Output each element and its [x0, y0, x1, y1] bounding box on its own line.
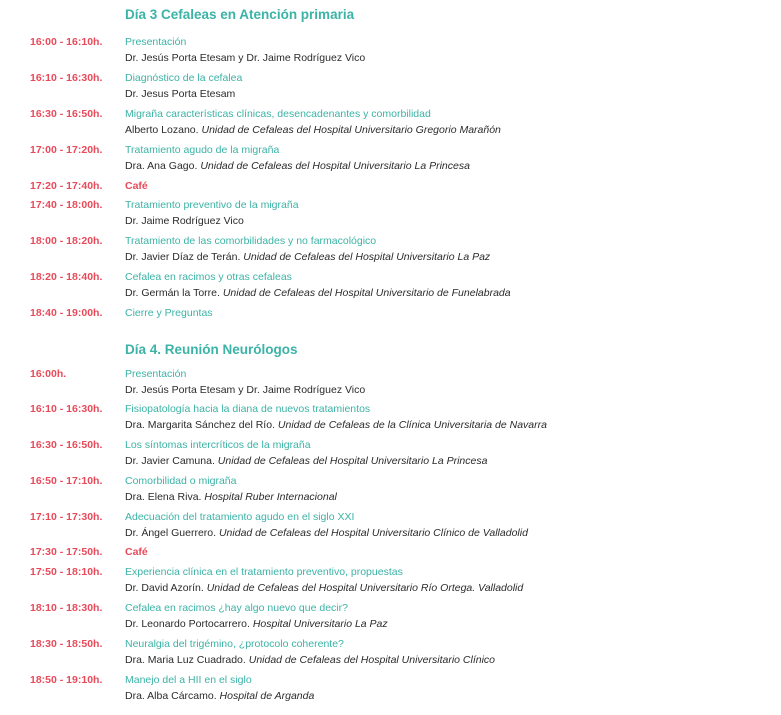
- session-time: 16:10 - 16:30h.: [30, 403, 103, 415]
- session-time: 18:00 - 18:20h.: [30, 235, 103, 247]
- session-speaker: Dr. Jesus Porta Etesam: [125, 88, 236, 100]
- session-title: Manejo del a HII en el siglo: [125, 674, 252, 686]
- break-title: Café: [125, 546, 148, 558]
- session-time: 17:30 - 17:50h.: [30, 546, 103, 558]
- session-time: 16:50 - 17:10h.: [30, 475, 103, 487]
- session-time: 18:30 - 18:50h.: [30, 638, 103, 650]
- session-title: Adecuación del tratamiento agudo en el siglo XXI: [125, 511, 355, 523]
- session-title: Neuralgia del trigémino, ¿protocolo coherente?: [125, 638, 344, 650]
- session-time: 17:50 - 18:10h.: [30, 566, 103, 578]
- session-institution: Unidad de Cefaleas del Hospital Universitario Río Ortega. Valladolid: [206, 582, 524, 594]
- session-institution: Unidad de Cefaleas de la Clínica Universitaria de Navarra: [277, 419, 547, 431]
- session-time: 16:00 - 16:10h.: [30, 36, 103, 48]
- session-speaker: Dr. Jesús Porta Etesam y Dr. Jaime Rodríguez Vico: [125, 52, 366, 64]
- session-title: Presentación: [125, 36, 187, 48]
- session-institution: Hospital de Arganda: [219, 690, 315, 702]
- session-time: 18:20 - 18:40h.: [30, 271, 103, 283]
- day4-title: Día 4. Reunión Neurólogos: [125, 342, 298, 357]
- session-title: Comorbilidad o migraña: [125, 475, 237, 487]
- day3-title: Día 3 Cefaleas en Atención primaria: [125, 7, 355, 22]
- session-institution: Unidad de Cefaleas del Hospital Universitario La Princesa: [217, 455, 488, 467]
- session-speaker: Dra. Margarita Sánchez del Río. Unidad de Cefaleas de la Clínica Universitaria de Navarra: [125, 419, 547, 431]
- session-time: 16:00h.: [30, 368, 67, 380]
- session-time: 16:30 - 16:50h.: [30, 439, 103, 451]
- session-title: Migraña características clínicas, desencadenantes y comorbilidad: [125, 108, 431, 120]
- session-time: 17:20 - 17:40h.: [30, 180, 103, 192]
- session-time: 16:30 - 16:50h.: [30, 108, 103, 120]
- session-time: 17:10 - 17:30h.: [30, 511, 103, 523]
- session-speaker: Dr. Ángel Guerrero. Unidad de Cefaleas del Hospital Universitario Clínico de Valladolid: [125, 527, 528, 539]
- session-institution: Hospital Ruber Internacional: [204, 491, 337, 503]
- session-speaker: Dra. Elena Riva. Hospital Ruber Internacional: [125, 491, 337, 503]
- session-title: Diagnóstico de la cefalea: [125, 72, 243, 84]
- session-title: Los síntomas intercríticos de la migraña: [125, 439, 311, 451]
- session-institution: Unidad de Cefaleas del Hospital Universitario de Funelabrada: [222, 287, 511, 299]
- session-institution: Unidad de Cefaleas del Hospital Universitario Clínico de Valladolid: [218, 527, 528, 539]
- session-title: Presentación: [125, 368, 187, 380]
- session-speaker: Dra. Maria Luz Cuadrado. Unidad de Cefaleas del Hospital Universitario Clínico: [125, 654, 496, 666]
- session-institution: Hospital Universitario La Paz: [252, 618, 388, 630]
- session-title: Tratamiento preventivo de la migraña: [125, 199, 299, 211]
- session-time: 16:10 - 16:30h.: [30, 72, 103, 84]
- session-time: 17:00 - 17:20h.: [30, 144, 103, 156]
- session-speaker: Dr. David Azorín. Unidad de Cefaleas del Hospital Universitario Río Ortega. Valladolid: [125, 582, 524, 594]
- session-time: 18:50 - 19:10h.: [30, 674, 103, 686]
- session-speaker: Dr. Javier Camuna. Unidad de Cefaleas del Hospital Universitario La Princesa: [125, 455, 488, 467]
- session-speaker: Alberto Lozano. Unidad de Cefaleas del Hospital Universitario Gregorio Marañón: [125, 124, 501, 136]
- session-title: Tratamiento agudo de la migraña: [125, 144, 280, 156]
- session-title: Cefalea en racimos y otras cefaleas: [125, 271, 292, 283]
- session-institution: Unidad de Cefaleas del Hospital Universitario La Paz: [243, 251, 491, 263]
- session-speaker: Dr. Germán la Torre. Unidad de Cefaleas del Hospital Universitario de Funelabrada: [125, 287, 511, 299]
- session-speaker: Dr. Javier Díaz de Terán. Unidad de Cefaleas del Hospital Universitario La Paz: [125, 251, 491, 263]
- session-time: 18:40 - 19:00h.: [30, 307, 103, 319]
- session-title: Tratamiento de las comorbilidades y no farmacológico: [125, 235, 377, 247]
- session-speaker: Dr. Jesús Porta Etesam y Dr. Jaime Rodríguez Vico: [125, 384, 366, 396]
- session-speaker: Dr. Jaime Rodríguez Vico: [125, 215, 244, 227]
- session-title: Cierre y Preguntas: [125, 307, 213, 319]
- session-speaker: Dra. Alba Cárcamo. Hospital de Arganda: [125, 690, 315, 702]
- break-title: Café: [125, 180, 148, 192]
- session-title: Experiencia clínica en el tratamiento preventivo, propuestas: [125, 566, 403, 578]
- session-title: Fisiopatología hacia la diana de nuevos tratamientos: [125, 403, 371, 415]
- session-time: 17:40 - 18:00h.: [30, 199, 103, 211]
- session-time: 18:10 - 18:30h.: [30, 602, 103, 614]
- session-institution: Unidad de Cefaleas del Hospital Universitario La Princesa: [200, 160, 470, 172]
- session-speaker: Dr. Leonardo Portocarrero. Hospital Universitario La Paz: [125, 618, 388, 630]
- session-institution: Unidad de Cefaleas del Hospital Universitario Clínico: [248, 654, 496, 666]
- session-institution: Unidad de Cefaleas del Hospital Universitario Gregorio Marañón: [201, 124, 501, 136]
- session-title: Cefalea en racimos ¿hay algo nuevo que decir?: [125, 602, 348, 614]
- session-speaker: Dra. Ana Gago. Unidad de Cefaleas del Hospital Universitario La Princesa: [125, 160, 470, 172]
